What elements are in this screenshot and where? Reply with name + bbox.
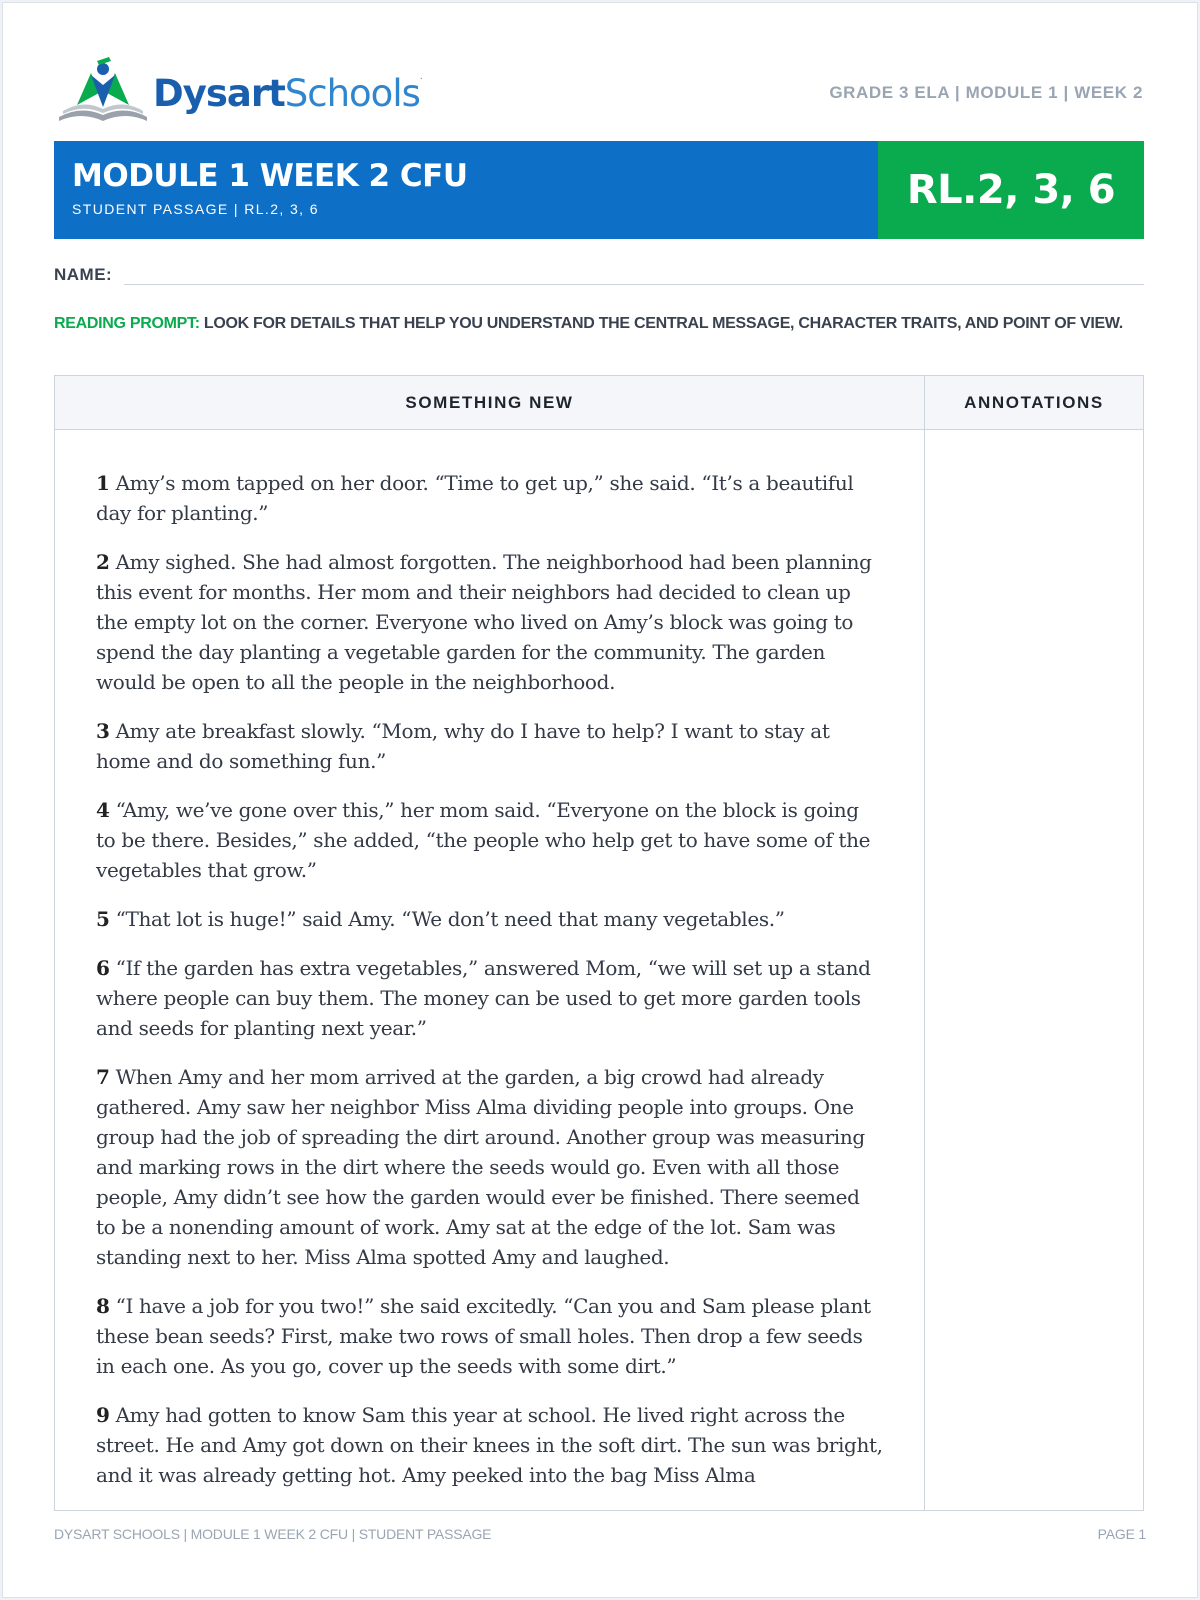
passage-cell	[55, 430, 925, 1510]
footer-page-number: PAGE 1	[1097, 1526, 1146, 1542]
paragraph-number: 3	[96, 719, 110, 743]
module-banner	[54, 141, 1144, 239]
paragraph-number: 6	[96, 956, 110, 980]
banner-title: MODULE 1 WEEK 2 CFU	[72, 158, 468, 194]
reading-prompt-text: LOOK FOR DETAILS THAT HELP YOU UNDERSTAND THE CENTRAL MESSAGE, CHARACTER TRAITS, AND POINT OF VIEW.	[203, 315, 1123, 332]
reading-prompt-label: READING PROMPT:	[54, 315, 200, 332]
paragraph-text: Amy ate breakfast slowly. “Mom, why do I have to help? I want to stay at home and do something fun.”	[96, 719, 830, 773]
footer-document-title: DYSART SCHOOLS | MODULE 1 WEEK 2 CFU | STUDENT PASSAGE	[54, 1526, 492, 1542]
paragraph-number: 1	[96, 471, 110, 495]
passage-paragraph	[96, 468, 884, 528]
name-field[interactable]	[124, 262, 1144, 285]
passage-paragraph	[96, 1291, 884, 1381]
passage-paragraph	[96, 547, 884, 697]
open-book-figure-icon	[57, 55, 149, 125]
column-header-passage: SOMETHING NEW	[55, 376, 925, 429]
paragraph-number: 7	[96, 1065, 110, 1089]
column-header-annotations: ANNOTATIONS	[964, 392, 1104, 412]
banner-subtitle: STUDENT PASSAGE | RL.2, 3, 6	[72, 201, 319, 218]
paragraph-text: “That lot is huge!” said Amy. “We don’t need that many vegetables.”	[115, 907, 785, 931]
passage-paragraph	[96, 1400, 884, 1490]
banner-main	[54, 141, 878, 239]
paragraph-text: Amy had gotten to know Sam this year at school. He lived right across the street. He and Amy got down on their knees in the soft dirt. The sun was bright, and it was already getting hot. Amy peeked into the bag Miss Alma	[96, 1403, 883, 1487]
paragraph-text: “I have a job for you two!” she said excitedly. “Can you and Sam please plant these bean seeds? First, make two rows of small holes. Then drop a few seeds in each one. As you go, cover up the seeds with some dirt.”	[96, 1294, 871, 1378]
passage-paragraph	[96, 795, 884, 885]
passage-paragraph	[96, 904, 884, 934]
table-header	[55, 376, 1143, 430]
paragraph-number: 5	[96, 907, 110, 931]
paragraph-text: Amy’s mom tapped on her door. “Time to get up,” she said. “It’s a beautiful day for planting.”	[96, 471, 854, 525]
name-row	[54, 262, 1144, 285]
paragraph-text: Amy sighed. She had almost forgotten. The neighborhood had been planning this event for months. Her mom and their neighbors had decided to clean up the empty lot on the corner. Everyone who lived on Amy’s block was going to spend the day planting a vegetable garden for the community. The garden would be open to all the people in the neighborhood.	[96, 550, 872, 694]
paragraph-text: When Amy and her mom arrived at the garden, a big crowd had already gathered. Amy saw her neighbor Miss Alma dividing people into groups. One group had the job of spreading the dirt around. Another group was measuring and marking rows in the dirt where the seeds would go. Even with all those people, Amy didn’t see how the garden would ever be finished. There seemed to be a nonending amount of work. Amy sat at the edge of the lot. Sam was standing next to her. Miss Alma spotted Amy and laughed.	[96, 1065, 865, 1269]
passage-paragraph	[96, 1062, 884, 1272]
standards-badge: RL.2, 3, 6	[878, 141, 1144, 239]
logo-mark: .	[419, 71, 422, 82]
paragraph-text: “Amy, we’ve gone over this,” her mom said. “Everyone on the block is going to be there. Besides,” she added, “the people who help get to have some of the vegetables that grow.”	[96, 798, 871, 882]
paragraph-number: 8	[96, 1294, 110, 1318]
paragraph-number: 9	[96, 1403, 110, 1427]
passage-paragraph	[96, 953, 884, 1043]
dysart-schools-logo	[57, 55, 422, 125]
passage-table	[54, 375, 1144, 1511]
paragraph-number: 2	[96, 550, 110, 574]
paragraph-number: 4	[96, 798, 110, 822]
passage-paragraph	[96, 716, 884, 776]
logo-text-light: Schools	[284, 71, 420, 115]
reading-prompt	[54, 314, 1144, 334]
name-label: NAME:	[54, 265, 113, 284]
grade-module-week: GRADE 3 ELA | MODULE 1 | WEEK 2	[829, 83, 1143, 102]
paragraph-text: “If the garden has extra vegetables,” answered Mom, “we will set up a stand where people can buy them. The money can be used to get more garden tools and seeds for planting next year.”	[96, 956, 871, 1040]
logo-text-bold: Dysart	[153, 71, 285, 115]
annotations-cell[interactable]	[925, 430, 1143, 1510]
table-body	[55, 430, 1143, 1510]
